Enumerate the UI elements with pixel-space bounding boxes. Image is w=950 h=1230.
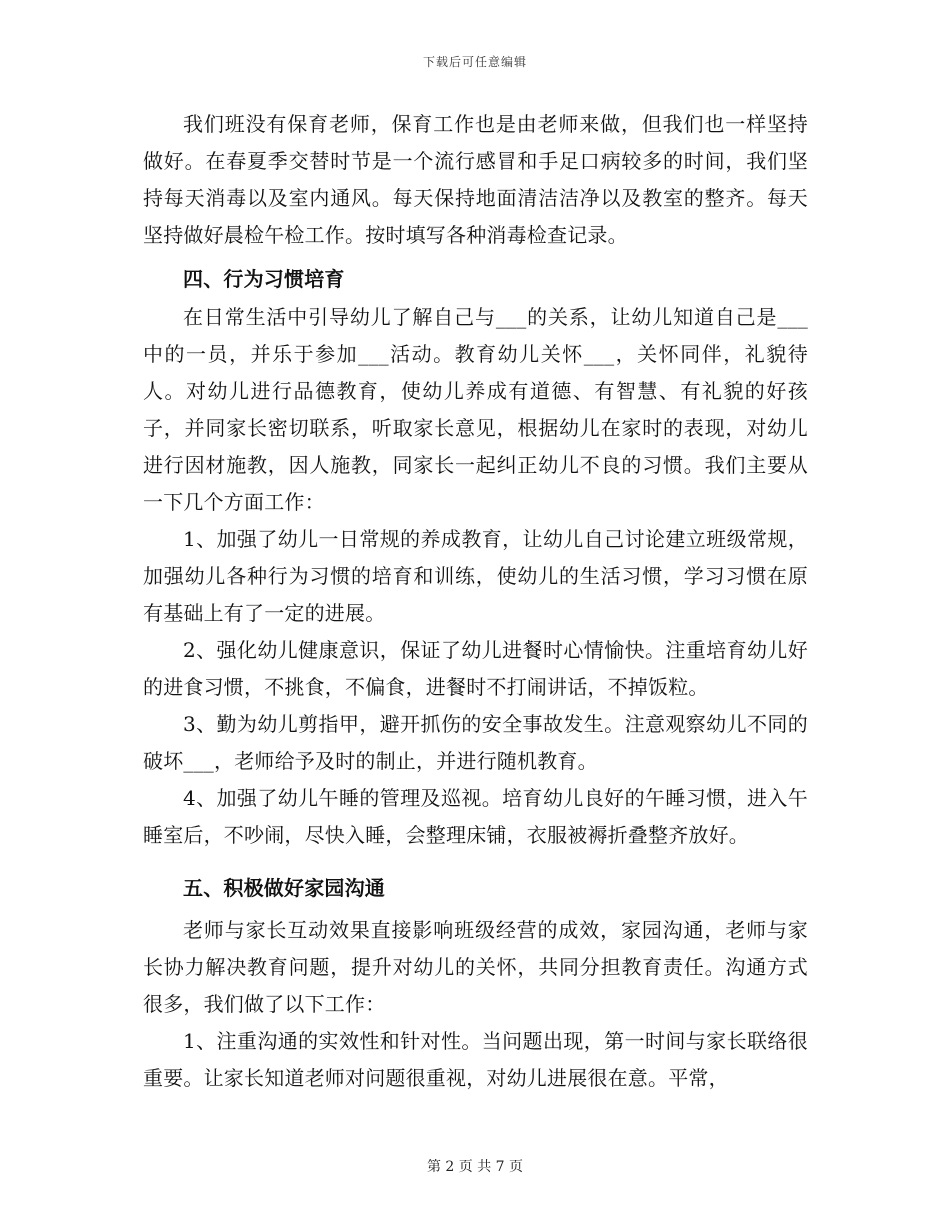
paragraph-item-3-safety: 3、勤为幼儿剪指甲，避开抓伤的安全事故发生。注意观察幼儿不同的破坏___，老师给予及时的制止，并进行随机教育。 [143,712,808,773]
page-number: 第 2 页 共 7 页 [426,1159,524,1175]
paragraph-item-2-health: 2、强化幼儿健康意识，保证了幼儿进餐时心情愉快。注重培育幼儿好的进食习惯，不挑食，不偏食，进餐时不打闹讲话，不掉饭粒。 [143,638,808,699]
section-heading-behavior-habits: 四、行为习惯培育 [183,267,345,291]
section-heading-home-school: 五、积极做好家园沟通 [183,876,385,900]
paragraph-item-4-nap: 4、加强了幼儿午睡的管理及巡视。培育幼儿良好的午睡习惯，进入午睡室后，不吵闹，尽快入睡，会整理床铺，衣服被褥折叠整齐放好。 [143,786,808,847]
paragraph-communication-item-1: 1、注重沟通的实效性和针对性。当问题出现，第一时间与家长联络很重要。让家长知道老师对问题很重视，对幼儿进展很在意。平常， [143,1029,808,1090]
paragraph-item-1-routine: 1、加强了幼儿一日常规的养成教育，让幼儿自己讨论建立班级常规，加强幼儿各种行为习惯的培育和训练，使幼儿的生活习惯，学习习惯在原有基础上有了一定的进展。 [143,527,808,625]
page-header: 下载后可任意编辑 [422,55,527,69]
document-body [143,106,808,1097]
paragraph-communication-intro: 老师与家长互动效果直接影响班级经营的成效，家园沟通，老师与家长协力解决教育问题，提升对幼儿的关怀，共同分担教育责任。沟通方式很多，我们做了以下工作： [143,918,808,1016]
paragraph-behavior-intro: 在日常生活中引导幼儿了解自己与___的关系，让幼儿知道自己是___中的一员，并乐于参加___活动。教育幼儿关怀___，关怀同伴，礼貌待人。对幼儿进行品德教育，使幼儿养成有道德、有智慧、有礼貌的好孩子，并同家长密切联系，听取家长意见，根据幼儿在家时的表现，对幼儿进行因材施教，因人施教，同家长一起纠正幼儿不良的习惯。我们主要从一下几个方面工作： [143,305,808,514]
paragraph-care-work: 我们班没有保育老师，保育工作也是由老师来做，但我们也一样坚持做好。在春夏季交替时节是一个流行感冒和手足口病较多的时间，我们坚持每天消毒以及室内通风。每天保持地面清洁洁净以及教室的整齐。每天坚持做好晨检午检工作。按时填写各种消毒检查记录。 [143,112,808,247]
